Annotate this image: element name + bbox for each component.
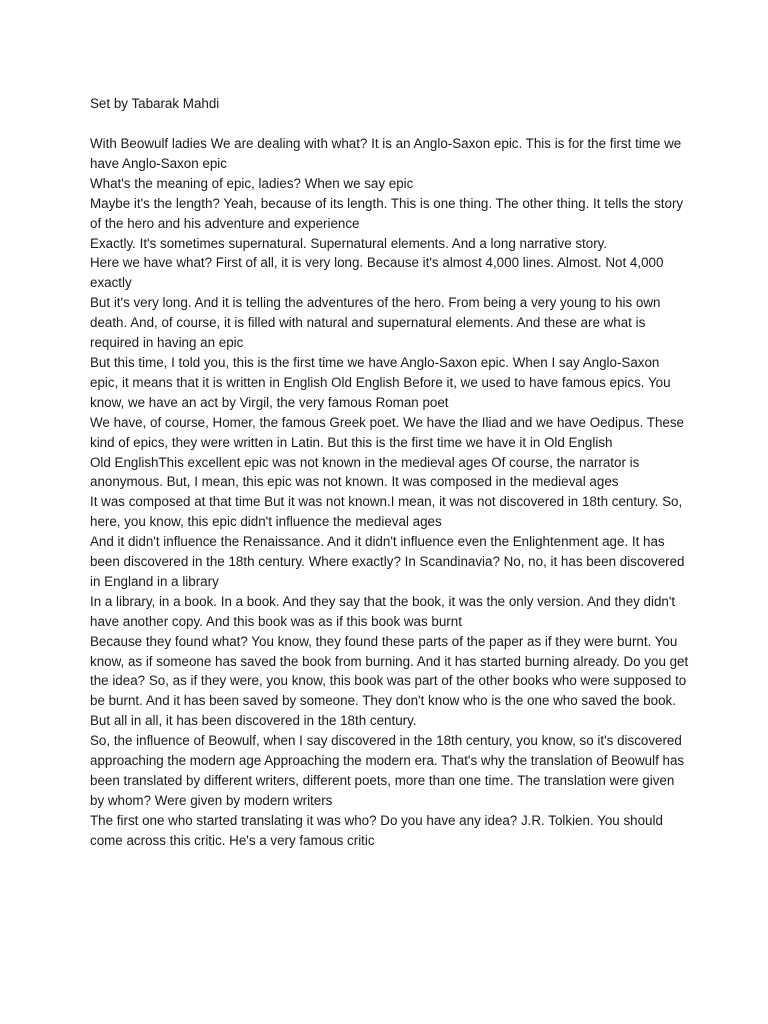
paragraph: In a library, in a book. In a book. And they say that the book, it was the only version. And they didn't have another copy. And this book was as if this book was burnt — [90, 593, 676, 629]
paragraph: The first one who started translating it was who? Do you have any idea? J.R. Tolkien. You should come across this critic. He's a very famous critic — [90, 812, 663, 848]
paragraph: Here we have what? First of all, it is very long. Because it's almost 4,000 lines. Almost. Not 4,000 exactly — [90, 255, 664, 291]
transcript-body — [90, 134, 690, 851]
paragraph: Maybe it's the length? Yeah, because of its length. This is one thing. The other thing. It tells the story of the hero and his adventure and experience — [90, 195, 684, 231]
paragraph: But this time, I told you, this is the first time we have Anglo-Saxon epic. When I say Anglo-Saxon epic, it means that it is written in English Old English Before it, we used to have famous epics. You know, we have an act by Virgil, the very famous Roman poet — [90, 354, 671, 410]
author-line: Set by Tabarak Mahdi — [90, 96, 220, 111]
paragraph: It was composed at that time But it was not known.I mean, it was not discovered in 18th century. So, here, you know, this epic didn't influence the medieval ages — [90, 494, 683, 530]
paragraph: We have, of course, Homer, the famous Greek poet. We have the Iliad and we have Oedipus. These kind of epics, they were written in Latin. But this is the first time we have it in Old English — [90, 414, 684, 450]
paragraph: With Beowulf ladies We are dealing with what? It is an Anglo-Saxon epic. This is for the first time we have Anglo-Saxon epic — [90, 136, 682, 171]
paragraph: Because they found what? You know, they found these parts of the paper as if they were burnt. You know, as if someone has saved the book from burning. And it has started burning already. Do you get the idea? So, as if they were, you know, this book was part of the other books who were supposed to be burnt. And it has been saved by someone. They don't know who is the one who saved the book. But all in all, it has been discovered in the 18th century. — [90, 633, 689, 729]
paragraph: But it's very long. And it is telling the adventures of the hero. From being a very young to his own death. And, of course, it is filled with natural and supernatural elements. And these are what is required in having an epic — [90, 295, 661, 351]
paragraph: Exactly. It's sometimes supernatural. Supernatural elements. And a long narrative story. — [90, 235, 608, 251]
paragraph: So, the influence of Beowulf, when I say discovered in the 18th century, you know, so it's discovered approaching the modern age Approaching the modern era. That's why the translation of Beowulf has been translated by different writers, different poets, more than one time. The translation were given by whom? Were given by modern writers — [90, 733, 685, 808]
paragraph: What's the meaning of epic, ladies? When we say epic — [90, 175, 414, 191]
paragraph: And it didn't influence the Renaissance. And it didn't influence even the Enlightenment age. It has been discovered in the 18th century. Where exactly? In Scandinavia? No, no, it has been discovered in England in a library — [90, 534, 685, 589]
paragraph: Old EnglishThis excellent epic was not known in the medieval ages Of course, the narrator is anonymous. But, I mean, this epic was not known. It was composed in the medieval ages — [90, 454, 640, 490]
